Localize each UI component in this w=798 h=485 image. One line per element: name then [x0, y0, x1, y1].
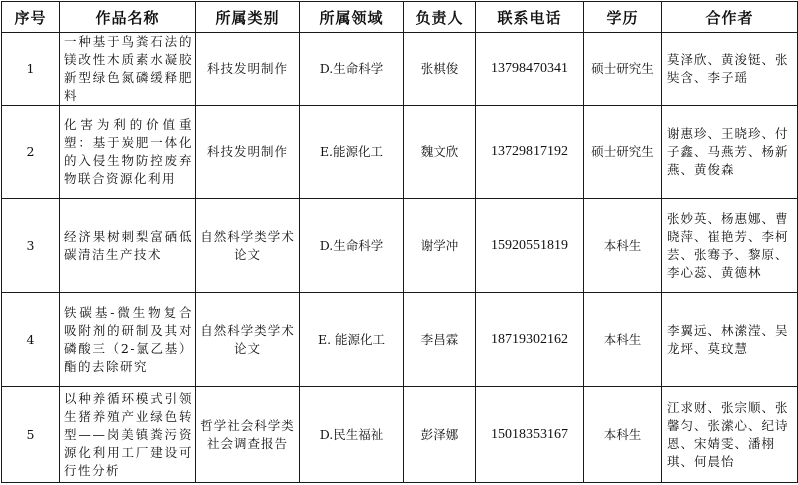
cell-education: 硕士研究生 [584, 33, 662, 106]
table-row [2, 293, 798, 387]
cell-leader: 魏文欣 [404, 106, 476, 199]
cell-category: 科技发明制作 [196, 33, 300, 106]
cell-category: 自然科学类学术论文 [196, 293, 300, 387]
cell-title: 以种养循环模式引领生猪养殖产业绿色转型——岗美镇粪污资源化利用工厂建设可行性分析 [60, 387, 196, 483]
cell-no: 4 [2, 293, 60, 387]
cell-phone: 15018353167 [476, 387, 584, 483]
cell-field: E. 能源化工 [300, 293, 404, 387]
cell-education: 本科生 [584, 293, 662, 387]
table-row [2, 106, 798, 199]
cell-field: D.民生福祉 [300, 387, 404, 483]
cell-no: 2 [2, 106, 60, 199]
cell-leader: 张棋俊 [404, 33, 476, 106]
cell-education: 本科生 [584, 199, 662, 293]
cell-education: 本科生 [584, 387, 662, 483]
cell-collaborators: 李翼远、林潆滢、吴龙坪、莫玟慧 [662, 293, 798, 387]
cell-phone: 13798470341 [476, 33, 584, 106]
cell-category: 自然科学类学术论文 [196, 199, 300, 293]
header-category: 所属类别 [196, 2, 300, 33]
table-row [2, 33, 798, 106]
cell-no: 3 [2, 199, 60, 293]
header-collaborators: 合作者 [662, 2, 798, 33]
cell-collaborators: 谢惠珍、王晓珍、付子鑫、马燕芳、杨新燕、黄俊森 [662, 106, 798, 199]
table-row [2, 199, 798, 293]
cell-title: 化害为利的价值重塑：基于炭肥一体化的入侵生物防控废弃物联合资源化利用 [60, 106, 196, 199]
cell-phone: 13729817192 [476, 106, 584, 199]
cell-leader: 彭泽娜 [404, 387, 476, 483]
cell-leader: 谢学冲 [404, 199, 476, 293]
header-education: 学历 [584, 2, 662, 33]
cell-category: 科技发明制作 [196, 106, 300, 199]
header-field: 所属领域 [300, 2, 404, 33]
cell-leader: 李昌霖 [404, 293, 476, 387]
cell-field: D.生命科学 [300, 33, 404, 106]
cell-title: 一种基于鸟粪石法的镁改性木质素水凝胶新型绿色氮磷缓释肥料 [60, 33, 196, 106]
cell-no: 5 [2, 387, 60, 483]
cell-field: D.生命科学 [300, 199, 404, 293]
projects-table [1, 1, 798, 483]
header-row [2, 2, 798, 33]
cell-no: 1 [2, 33, 60, 106]
header-leader: 负责人 [404, 2, 476, 33]
cell-collaborators: 莫泽欣、黄浚铤、张奘含、李子瑶 [662, 33, 798, 106]
cell-collaborators: 张妙英、杨惠娜、曹晓萍、崔艳芳、李柯芸、张骞予、黎原、李心蕊、黄德林 [662, 199, 798, 293]
cell-collaborators: 江求财、张宗顺、张馨匀、张潆心、纪诗恩、宋婧雯、潘栩琪、何晨怡 [662, 387, 798, 483]
cell-education: 硕士研究生 [584, 106, 662, 199]
cell-field: E.能源化工 [300, 106, 404, 199]
cell-category: 哲学社会科学类社会调查报告 [196, 387, 300, 483]
cell-title: 经济果树刺梨富硒低碳清洁生产技术 [60, 199, 196, 293]
cell-title: 铁碳基-微生物复合吸附剂的研制及其对磷酸三（2-氯乙基）酯的去除研究 [60, 293, 196, 387]
cell-phone: 18719302162 [476, 293, 584, 387]
table-row [2, 387, 798, 483]
cell-phone: 15920551819 [476, 199, 584, 293]
header-title: 作品名称 [60, 2, 196, 33]
header-phone: 联系电话 [476, 2, 584, 33]
header-no: 序号 [2, 2, 60, 33]
